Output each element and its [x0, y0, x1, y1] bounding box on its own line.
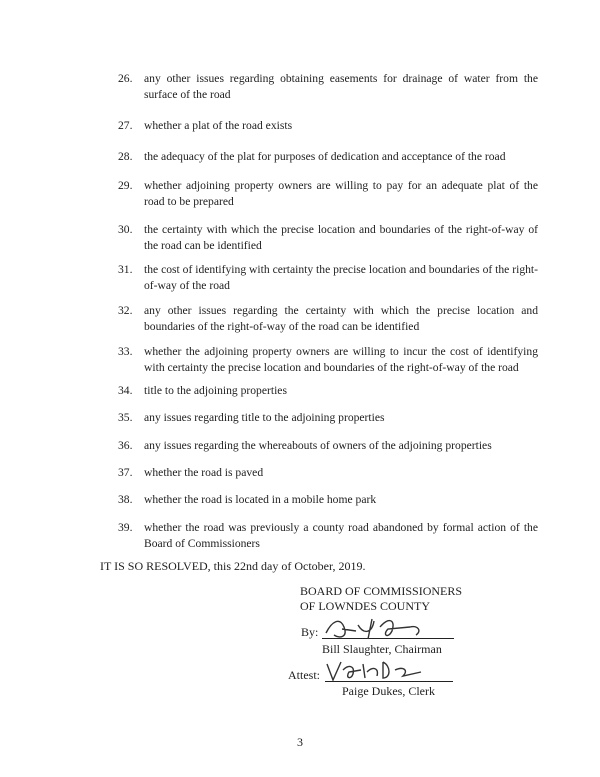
item-text: whether the road was previously a county road abandoned by formal action of the Board of Commissioners — [144, 521, 538, 550]
item-text: whether a plat of the road exists — [144, 119, 293, 132]
item-number: 31. — [118, 263, 133, 276]
list-item — [118, 262, 538, 293]
by-label: By: — [301, 625, 319, 639]
list-item — [118, 520, 538, 551]
list-item — [118, 178, 538, 209]
item-text: whether the road is paved — [144, 466, 264, 479]
item-text: whether the road is located in a mobile home park — [144, 493, 377, 506]
list-item — [118, 303, 538, 334]
item-text: any issues regarding title to the adjoining properties — [144, 411, 385, 424]
page-number: 3 — [297, 735, 303, 749]
item-number: 36. — [118, 439, 133, 452]
chairman-name: Bill Slaughter, Chairman — [322, 642, 442, 656]
list-item — [118, 465, 538, 481]
item-text: any other issues regarding the certainty with which the precise location and boundaries of the right-of-way of the road can be identified — [144, 304, 538, 333]
clerk-signature — [325, 656, 425, 684]
item-text: whether the adjoining property owners are willing to incur the cost of identifying with certainty the precise location and boundaries of the right-of-way of the road — [144, 345, 538, 374]
item-number: 30. — [118, 223, 133, 236]
item-number: 26. — [118, 72, 133, 85]
item-text: the cost of identifying with certainty the precise location and boundaries of the right-of-way of the road — [144, 263, 538, 292]
item-number: 33. — [118, 345, 133, 358]
list-item — [118, 222, 538, 253]
list-item — [118, 71, 538, 102]
list-item — [118, 344, 538, 375]
attest-label: Attest: — [288, 668, 320, 682]
list-item — [118, 492, 538, 508]
item-text: the certainty with which the precise location and boundaries of the right-of-way of the road can be identified — [144, 223, 538, 252]
board-heading — [300, 584, 462, 614]
item-number: 37. — [118, 466, 133, 479]
list-item — [118, 149, 538, 165]
list-item — [118, 383, 538, 399]
board-line-1: BOARD OF COMMISSIONERS — [300, 584, 463, 598]
item-number: 29. — [118, 179, 133, 192]
item-number: 27. — [118, 119, 133, 132]
item-text: any other issues regarding obtaining easements for drainage of water from the surface of the road — [144, 72, 538, 101]
resolution-statement: IT IS SO RESOLVED, this 22nd day of October, 2019. — [100, 559, 366, 573]
list-item — [118, 118, 538, 134]
list-item — [118, 410, 538, 426]
item-number: 39. — [118, 521, 133, 534]
list-item — [118, 438, 538, 454]
board-line-2: OF LOWNDES COUNTY — [300, 599, 430, 613]
item-number: 35. — [118, 411, 133, 424]
chairman-signature — [322, 613, 434, 643]
item-number: 38. — [118, 493, 133, 506]
item-text: the adequacy of the plat for purposes of dedication and acceptance of the road — [144, 150, 506, 163]
item-text: title to the adjoining properties — [144, 384, 287, 397]
item-number: 34. — [118, 384, 133, 397]
clerk-name: Paige Dukes, Clerk — [342, 684, 435, 698]
item-text: any issues regarding the whereabouts of owners of the adjoining properties — [144, 439, 492, 452]
item-number: 32. — [118, 304, 133, 317]
item-text: whether adjoining property owners are willing to pay for an adequate plat of the road to be prepared — [144, 179, 538, 208]
item-number: 28. — [118, 150, 133, 163]
